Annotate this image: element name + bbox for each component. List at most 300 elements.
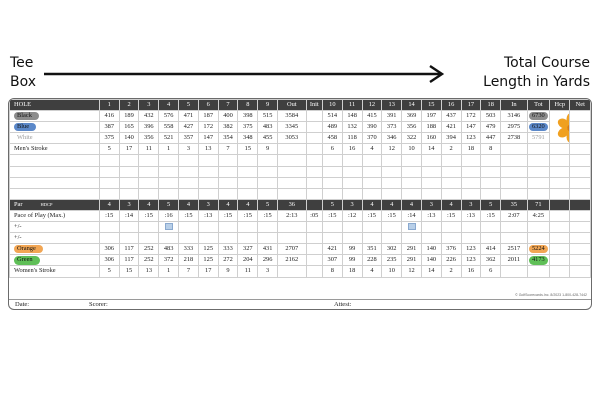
score-entry-cell[interactable] [481,188,501,199]
score-entry-cell[interactable] [421,188,441,199]
stroke-index-cell: 10 [382,266,402,277]
score-entry-cell[interactable] [461,166,481,177]
score-entry-cell[interactable] [278,166,307,177]
score-entry-cell[interactable] [322,166,342,177]
player-name-cell[interactable] [10,166,100,177]
score-entry-cell[interactable] [550,177,570,188]
score-entry-cell[interactable] [179,222,199,233]
score-entry-cell[interactable] [570,166,591,177]
score-entry-cell[interactable] [382,222,402,233]
score-entry-cell[interactable] [421,166,441,177]
score-entry-cell[interactable] [278,155,307,166]
header-cell: 11 [342,100,362,111]
yardage-cell: 394 [441,133,461,144]
score-entry-cell[interactable] [306,177,322,188]
player-score-row [10,177,591,188]
score-entry-cell[interactable] [441,155,461,166]
stroke-index-cell: 6 [481,266,501,277]
score-entry-cell[interactable] [362,222,382,233]
score-entry-cell[interactable] [342,155,362,166]
score-entry-cell[interactable] [501,233,528,244]
yardage-cell: 427 [179,122,199,133]
score-entry-cell[interactable] [570,233,591,244]
score-entry-cell[interactable] [550,155,570,166]
marked-cell[interactable] [402,222,422,233]
score-entry-cell[interactable] [218,155,238,166]
blank-cell [550,144,570,155]
par-cell: 4 [238,199,258,210]
yardage-cell: 333 [179,244,199,255]
yardage-cell: 576 [159,111,179,122]
yardage-cell: 228 [362,255,382,266]
score-entry-cell[interactable] [342,188,362,199]
score-entry-cell[interactable] [322,188,342,199]
yardage-cell: 471 [179,111,199,122]
tee-row-blue [10,122,591,133]
yardage-cell: 140 [421,244,441,255]
yardage-cell: 400 [218,111,238,122]
header-cell: 16 [441,100,461,111]
score-entry-cell[interactable] [139,233,159,244]
score-entry-cell[interactable] [278,222,307,233]
yardage-cell: 396 [139,122,159,133]
score-entry-cell[interactable] [258,166,278,177]
yardage-cell: 375 [238,122,258,133]
yardage-cell: 351 [362,244,382,255]
yardage-cell: 322 [402,133,422,144]
out-total-cell: 3584 [278,111,307,122]
net-cell[interactable] [570,122,591,133]
yardage-cell: 372 [159,255,179,266]
init-cell[interactable] [306,111,322,122]
yardage-cell: 370 [362,133,382,144]
score-entry-cell[interactable] [218,177,238,188]
score-entry-cell[interactable] [402,166,422,177]
score-entry-cell[interactable] [278,177,307,188]
score-entry-cell[interactable] [481,233,501,244]
score-entry-cell[interactable] [461,233,481,244]
stroke-index-cell: 5 [99,266,119,277]
score-entry-cell[interactable] [99,166,119,177]
yardage-cell: 306 [99,255,119,266]
pace-cell: :13 [421,210,441,221]
yardage-cell: 348 [238,133,258,144]
score-entry-cell[interactable] [278,233,307,244]
in-total-cell: 3146 [501,111,528,122]
net-cell[interactable] [570,111,591,122]
yardage-cell: 172 [198,122,218,133]
score-entry-cell[interactable] [441,177,461,188]
score-entry-cell[interactable] [159,188,179,199]
score-entry-cell[interactable] [527,177,549,188]
score-entry-cell[interactable] [481,166,501,177]
score-entry-cell[interactable] [139,166,159,177]
out-total-cell [278,144,307,155]
score-entry-cell[interactable] [382,188,402,199]
stroke-index-cell: 3 [258,266,278,277]
row-label: Pace of Play (Max.) [10,210,100,221]
yardage-cell: 307 [322,255,342,266]
yardage-cell: 458 [322,133,342,144]
tee-color-swatch: Orange [14,245,43,253]
yardage-cell: 117 [119,244,139,255]
score-entry-cell[interactable] [550,222,570,233]
stroke-index-cell: 17 [198,266,218,277]
init-cell [306,244,322,255]
marked-cell[interactable] [159,222,179,233]
score-entry-cell[interactable] [421,177,441,188]
yardage-cell: 188 [421,122,441,133]
par-cell: 5 [258,199,278,210]
player-name-cell[interactable] [10,188,100,199]
course-total-cell [527,111,549,122]
header-cell: 14 [402,100,422,111]
net-cell [570,244,591,255]
header-cell: 12 [362,100,382,111]
score-entry-cell[interactable] [258,177,278,188]
score-entry-cell[interactable] [421,155,441,166]
score-marker-icon [408,223,416,230]
score-entry-cell[interactable] [461,155,481,166]
init-cell: :05 [306,210,322,221]
score-entry-cell[interactable] [179,155,199,166]
score-entry-cell[interactable] [501,222,528,233]
score-entry-cell[interactable] [139,188,159,199]
stroke-index-cell: 1 [159,266,179,277]
score-entry-cell[interactable] [501,177,528,188]
score-entry-cell[interactable] [306,155,322,166]
score-entry-cell[interactable] [342,233,362,244]
date-field[interactable]: Date: [15,301,30,308]
score-entry-cell[interactable] [218,188,238,199]
yardage-cell: 302 [382,244,402,255]
score-entry-cell[interactable] [550,233,570,244]
stroke-index-cell: 4 [362,266,382,277]
player-name-cell[interactable] [10,155,100,166]
scorer-field[interactable]: Scorer: [89,301,108,308]
yardage-cell: 140 [119,133,139,144]
score-entry-cell[interactable] [382,177,402,188]
score-entry-cell[interactable] [119,177,139,188]
score-entry-cell[interactable] [159,166,179,177]
stroke-index-cell: 13 [139,266,159,277]
score-entry-cell[interactable] [362,166,382,177]
tee-color-swatch: Black [14,112,39,120]
score-entry-cell[interactable] [501,188,528,199]
score-entry-cell[interactable] [362,155,382,166]
yardage-cell: 416 [99,111,119,122]
score-entry-cell[interactable] [139,155,159,166]
stroke-index-cell: 10 [402,144,422,155]
score-entry-cell[interactable] [402,233,422,244]
score-entry-cell[interactable] [179,233,199,244]
score-entry-cell[interactable] [198,166,218,177]
score-entry-cell[interactable] [481,222,501,233]
stroke-index-cell: 12 [402,266,422,277]
hdcp-label: HDCP [40,201,53,207]
hcp-cell [550,255,570,266]
score-entry-cell[interactable] [527,166,549,177]
score-entry-cell[interactable] [421,222,441,233]
yardage-cell: 147 [461,122,481,133]
yardage-cell: 356 [402,122,422,133]
header-cell: In [501,100,528,111]
score-entry-cell[interactable] [238,233,258,244]
stroke-index-cell: 15 [238,144,258,155]
score-entry-cell[interactable] [441,233,461,244]
yardage-cell: 123 [461,244,481,255]
stroke-index-cell: 11 [139,144,159,155]
score-entry-cell[interactable] [119,155,139,166]
score-entry-cell[interactable] [99,177,119,188]
course-total-cell [527,255,549,266]
header-cell: Net [570,100,591,111]
pace-cell: :15 [362,210,382,221]
score-entry-cell[interactable] [382,233,402,244]
score-entry-cell[interactable] [570,155,591,166]
blank-cell [527,266,549,277]
yardage-cell: 272 [218,255,238,266]
score-entry-cell[interactable] [342,177,362,188]
score-entry-cell[interactable] [119,166,139,177]
blank-cell [570,266,591,277]
out-total-cell: 2:13 [278,210,307,221]
par-cell: 5 [322,199,342,210]
score-entry-cell[interactable] [159,155,179,166]
score-entry-cell[interactable] [238,222,258,233]
score-entry-cell[interactable] [258,188,278,199]
score-entry-cell[interactable] [119,222,139,233]
yardage-cell: 398 [238,111,258,122]
header-cell: Tot [527,100,549,111]
yardage-cell: 421 [322,244,342,255]
yardage-cell: 235 [382,255,402,266]
yardage-cell: 375 [99,133,119,144]
yardage-cell: 558 [159,122,179,133]
score-entry-cell[interactable] [501,155,528,166]
yardage-cell: 515 [258,111,278,122]
score-entry-cell[interactable] [198,233,218,244]
score-entry-cell[interactable] [119,233,139,244]
score-entry-cell[interactable] [139,177,159,188]
hcp-cell [550,210,570,221]
stroke-index-cell: 13 [198,144,218,155]
tee-row-black [10,111,591,122]
out-total-cell: 36 [278,199,307,210]
init-cell [306,199,322,210]
score-entry-cell[interactable] [461,177,481,188]
player-score-row [10,166,591,177]
score-entry-cell[interactable] [139,222,159,233]
pace-cell: :15 [441,210,461,221]
in-total-cell: 35 [501,199,528,210]
yardage-cell: 369 [402,111,422,122]
score-entry-cell[interactable] [481,177,501,188]
yardage-cell: 354 [218,133,238,144]
in-total-cell: 2:07 [501,210,528,221]
score-entry-cell[interactable] [99,233,119,244]
par-cell: 4 [99,199,119,210]
pace-cell: :16 [159,210,179,221]
stroke-index-cell: 15 [119,266,139,277]
score-entry-cell[interactable] [159,233,179,244]
score-entry-cell[interactable] [218,166,238,177]
score-entry-cell[interactable] [198,155,218,166]
yardage-cell: 382 [218,122,238,133]
score-entry-cell[interactable] [179,177,199,188]
init-cell[interactable] [306,133,322,144]
score-entry-cell[interactable] [238,188,258,199]
in-total-cell: 2011 [501,255,528,266]
net-cell[interactable] [570,133,591,144]
score-entry-cell[interactable] [179,188,199,199]
score-entry-cell[interactable] [218,222,238,233]
score-entry-cell[interactable] [527,155,549,166]
pace-cell: :15 [238,210,258,221]
blank-cell [501,144,528,155]
par-cell: 4 [218,199,238,210]
yardage-cell: 117 [119,255,139,266]
par-cell: 4 [179,199,199,210]
player-name-cell[interactable] [10,177,100,188]
annotation-line: Length in Yards [483,74,590,90]
pace-cell: :12 [342,210,362,221]
score-entry-cell[interactable] [258,233,278,244]
row-label: Women's Stroke [10,266,100,277]
score-entry-cell[interactable] [238,177,258,188]
score-entry-cell[interactable] [322,155,342,166]
tee-color-swatch: 5791 [531,134,545,142]
score-entry-cell[interactable] [402,188,422,199]
yardage-cell: 437 [441,111,461,122]
score-entry-cell[interactable] [322,177,342,188]
score-entry-cell[interactable] [402,177,422,188]
score-entry-cell[interactable] [441,166,461,177]
yardage-cell: 387 [99,122,119,133]
yardage-cell: 99 [342,255,362,266]
init-cell [306,144,322,155]
tee-name [10,111,100,122]
score-entry-cell[interactable] [99,188,119,199]
score-entry-cell[interactable] [306,188,322,199]
score-entry-cell[interactable] [382,166,402,177]
score-entry-cell[interactable] [322,222,342,233]
tee-name [10,133,100,144]
score-entry-cell[interactable] [570,222,591,233]
score-entry-cell[interactable] [258,222,278,233]
score-entry-cell[interactable] [527,222,549,233]
score-entry-cell[interactable] [421,233,441,244]
score-entry-cell[interactable] [322,233,342,244]
pace-cell: :15 [179,210,199,221]
tee-color-swatch: Green [14,256,40,264]
score-entry-cell[interactable] [481,155,501,166]
score-entry-cell[interactable] [238,166,258,177]
score-entry-cell[interactable] [278,188,307,199]
yardage-cell: 125 [198,255,218,266]
header-cell: 7 [218,100,238,111]
init-cell[interactable] [306,122,322,133]
player-score-row [10,188,591,199]
tee-name [10,244,100,255]
score-entry-cell[interactable] [362,177,382,188]
tee-color-swatch: 6730 [529,112,548,120]
score-entry-cell[interactable] [461,188,481,199]
score-entry-cell[interactable] [198,177,218,188]
score-entry-cell[interactable] [159,177,179,188]
score-entry-cell[interactable] [258,155,278,166]
score-entry-cell[interactable] [119,188,139,199]
row-label [10,199,100,210]
header-cell: 17 [461,100,481,111]
score-entry-cell[interactable] [362,233,382,244]
stroke-index-cell: 16 [461,266,481,277]
score-entry-cell[interactable] [441,188,461,199]
score-entry-cell[interactable] [550,166,570,177]
tee-color-swatch: White [17,134,33,142]
yardage-cell: 503 [481,111,501,122]
yardage-cell: 252 [139,255,159,266]
score-entry-cell[interactable] [342,222,362,233]
womens-stroke-row [10,266,591,277]
annotation-line: Box [10,74,37,90]
score-entry-cell[interactable] [238,155,258,166]
par-cell: 4 [362,199,382,210]
score-entry-cell[interactable] [198,222,218,233]
score-entry-cell[interactable] [198,188,218,199]
stroke-index-cell: 18 [461,144,481,155]
score-entry-cell[interactable] [527,188,549,199]
score-entry-cell[interactable] [362,188,382,199]
yardage-cell: 391 [382,111,402,122]
out-total-cell: 3345 [278,122,307,133]
yardage-cell: 189 [119,111,139,122]
score-entry-cell[interactable] [306,166,322,177]
score-entry-cell[interactable] [501,166,528,177]
attest-field[interactable]: Attest: [334,301,352,308]
in-total-cell: 2975 [501,122,528,133]
yardage-cell: 479 [481,122,501,133]
stroke-index-cell: 4 [362,144,382,155]
score-entry-cell[interactable] [99,155,119,166]
score-entry-cell[interactable] [570,188,591,199]
header-cell: 3 [139,100,159,111]
out-total-cell: 2707 [278,244,307,255]
hcp-cell [550,199,570,210]
score-entry-cell[interactable] [441,222,461,233]
score-entry-cell[interactable] [402,155,422,166]
hcp-cell [550,244,570,255]
score-entry-cell[interactable] [461,222,481,233]
score-entry-cell[interactable] [99,222,119,233]
stroke-index-cell: 8 [481,144,501,155]
score-entry-cell[interactable] [550,188,570,199]
score-entry-cell[interactable] [382,155,402,166]
score-entry-cell[interactable] [179,166,199,177]
score-entry-cell[interactable] [342,166,362,177]
yardage-cell: 99 [342,244,362,255]
score-entry-cell[interactable] [570,177,591,188]
yardage-cell: 483 [258,122,278,133]
score-entry-cell[interactable] [527,233,549,244]
yardage-cell: 373 [382,122,402,133]
yardage-cell: 415 [362,111,382,122]
score-entry-cell[interactable] [306,222,322,233]
par-cell: 5 [481,199,501,210]
header-cell: 10 [322,100,342,111]
score-entry-cell[interactable] [306,233,322,244]
score-entry-cell[interactable] [218,233,238,244]
